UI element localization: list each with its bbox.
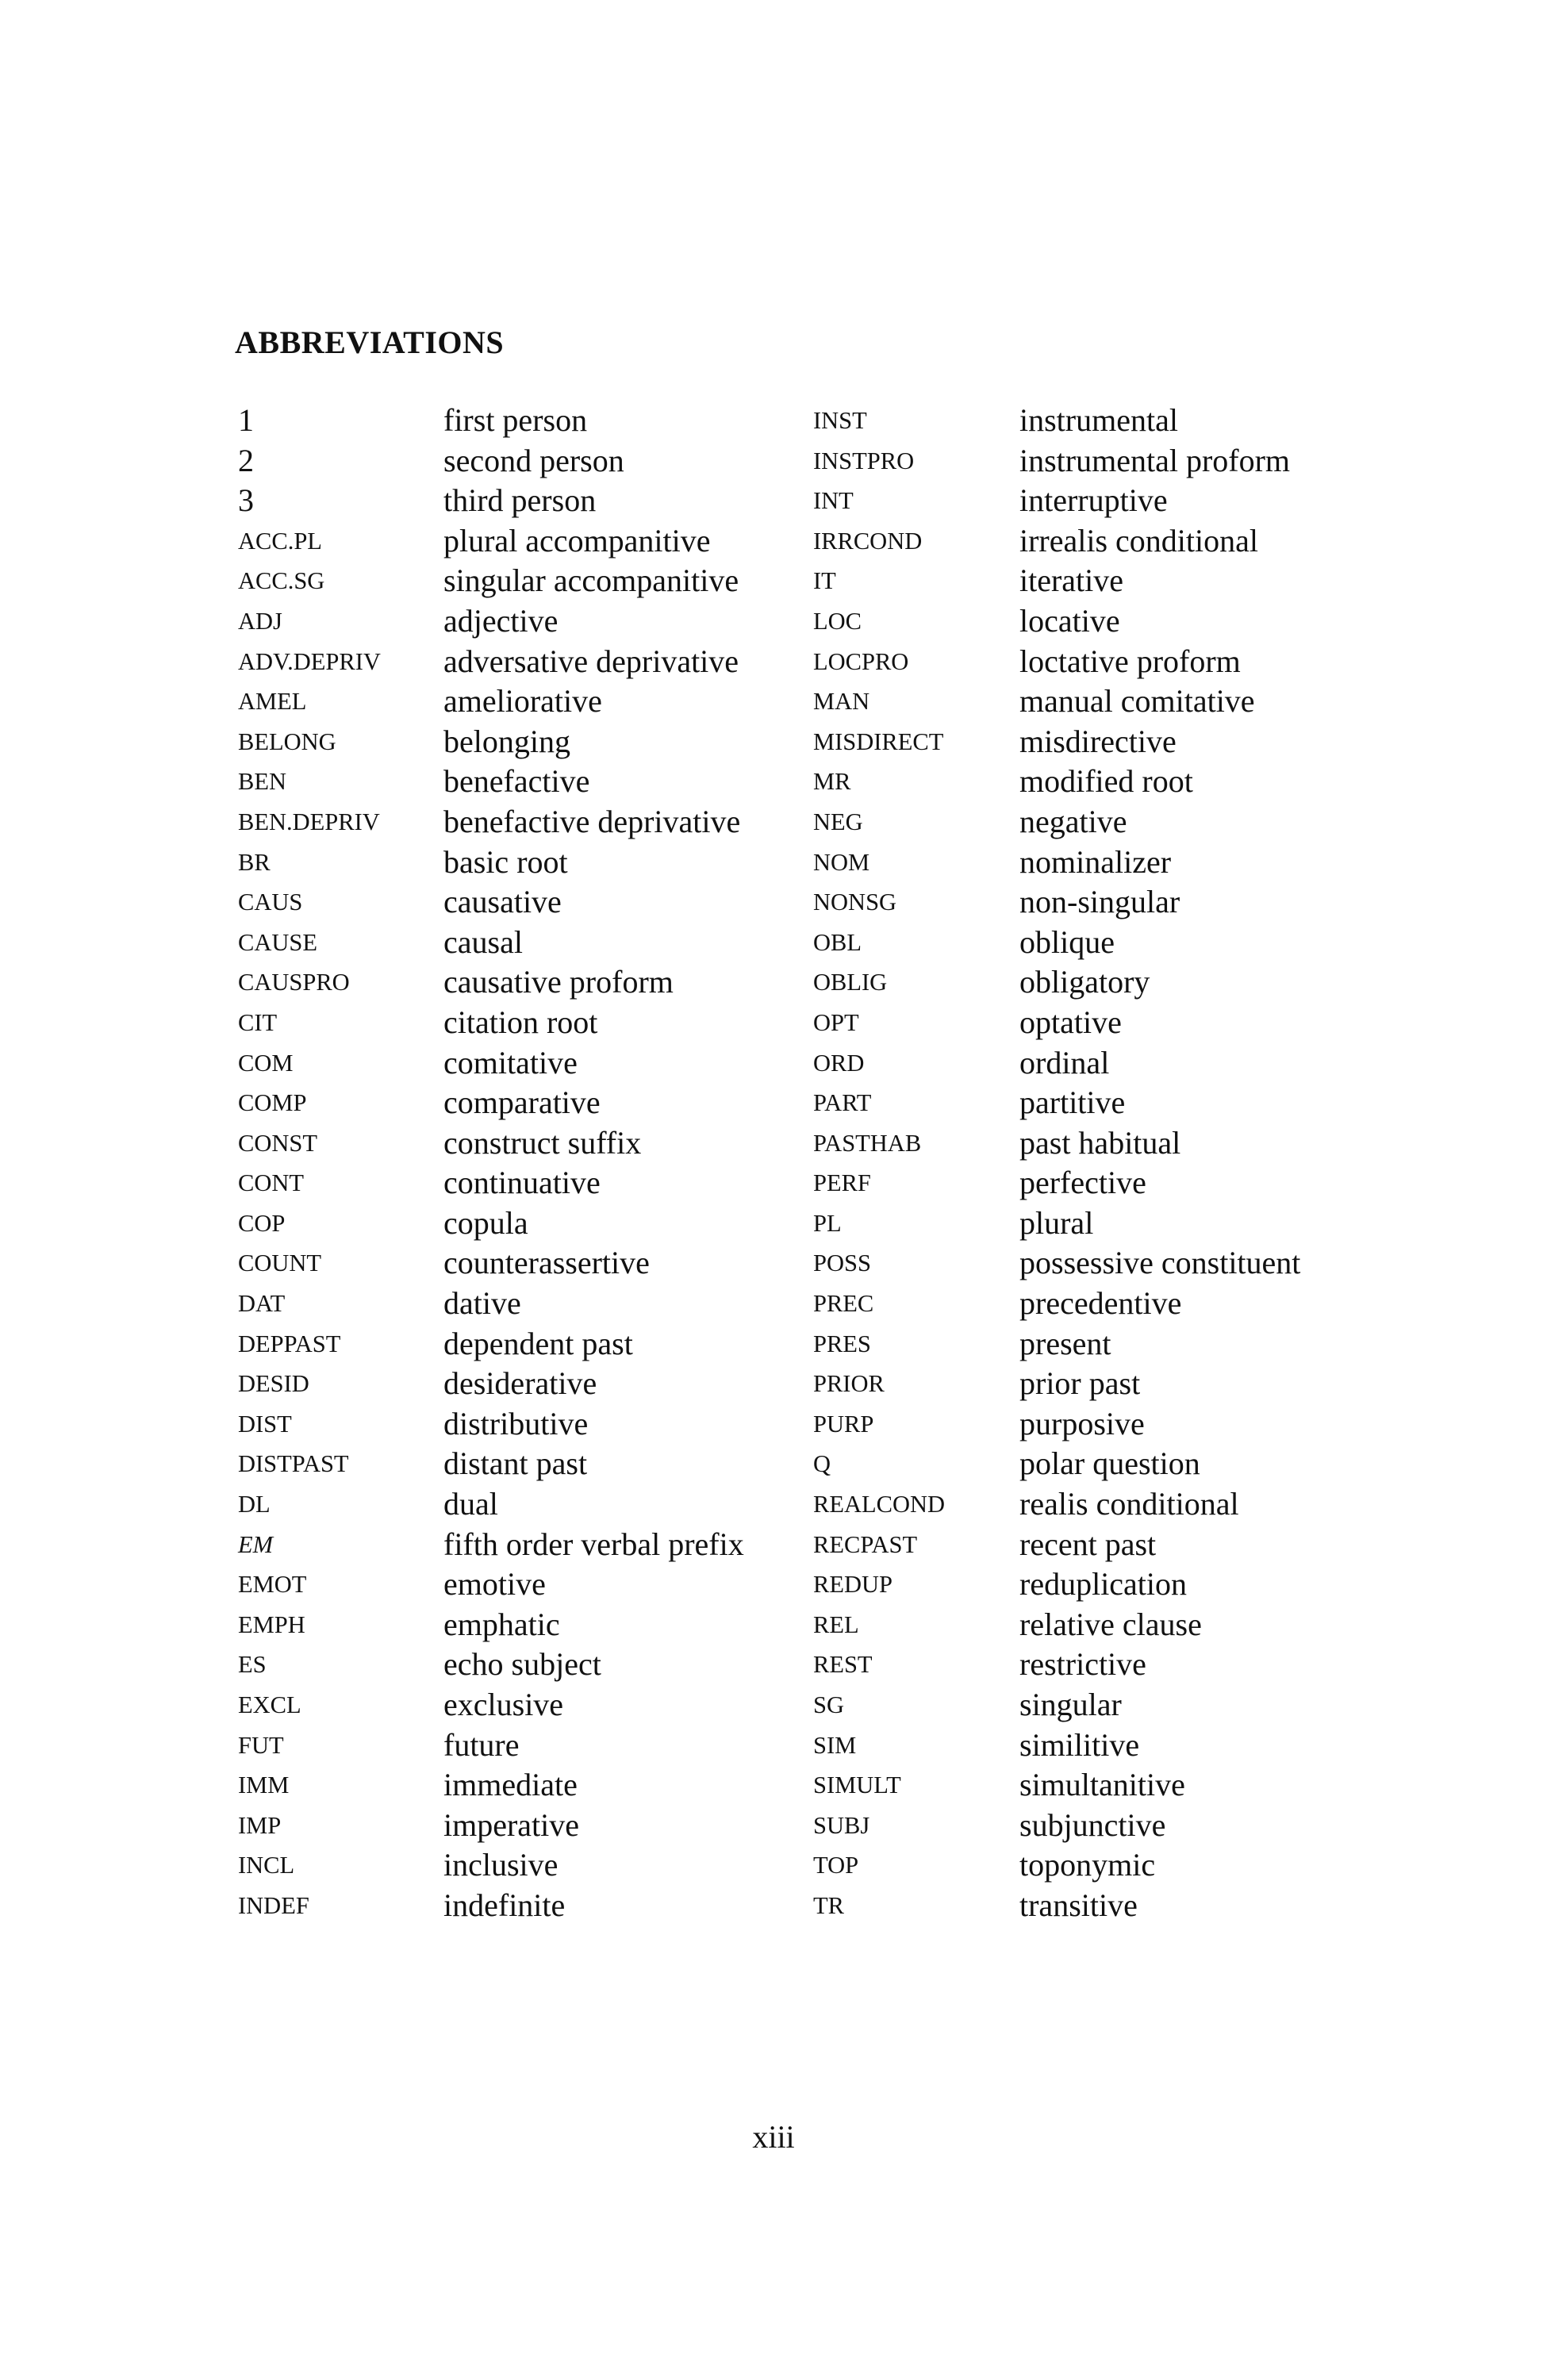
- abbreviation-code: MR: [813, 768, 851, 796]
- abbreviation-code: EXCL: [238, 1691, 301, 1718]
- abbreviation-code: SIMULT: [813, 1772, 901, 1799]
- abbreviation-code: CAUSPRO: [238, 969, 350, 996]
- abbreviation-code: BEN: [238, 768, 286, 796]
- abbreviation-gloss: adjective: [443, 602, 559, 639]
- left-abbreviation-column: [238, 401, 381, 1926]
- right-gloss-column: [1019, 401, 1300, 1926]
- abbreviation-gloss: comparative: [443, 1084, 601, 1121]
- abbreviation-code: DAT: [238, 1290, 286, 1318]
- abbreviation-gloss: misdirective: [1019, 723, 1177, 759]
- abbreviation-gloss: comitative: [443, 1044, 578, 1081]
- abbreviation-gloss: relative clause: [1019, 1606, 1202, 1642]
- abbreviation-gloss: ordinal: [1019, 1044, 1110, 1081]
- abbreviation-gloss: dual: [443, 1486, 498, 1522]
- abbreviation-gloss: plural accompanitive: [443, 522, 711, 559]
- abbreviation-code: IMP: [238, 1811, 282, 1839]
- abbreviation-gloss: emphatic: [443, 1606, 560, 1642]
- abbreviation-gloss: realis conditional: [1019, 1486, 1239, 1522]
- page-number: xiii: [752, 2119, 795, 2155]
- abbreviation-gloss: causal: [443, 923, 523, 960]
- abbreviation-gloss: locative: [1019, 602, 1120, 639]
- abbreviation-gloss: distributive: [443, 1405, 589, 1441]
- abbreviation-gloss: imperative: [443, 1806, 580, 1843]
- abbreviation-code: AMEL: [238, 688, 307, 716]
- abbreviation-code: POSS: [813, 1250, 871, 1277]
- abbreviation-code: EM: [238, 1530, 274, 1558]
- left-gloss-column: [443, 401, 744, 1926]
- abbreviation-code: ADJ: [238, 607, 282, 635]
- abbreviation-code: IMM: [238, 1772, 290, 1799]
- abbreviation-code: CAUSE: [238, 928, 317, 956]
- abbreviation-gloss: benefactive deprivative: [443, 803, 741, 839]
- abbreviation-code: PART: [813, 1089, 872, 1117]
- abbreviation-gloss: fifth order verbal prefix: [443, 1526, 744, 1562]
- abbreviation-code: REL: [813, 1610, 859, 1638]
- abbreviation-gloss: manual comitative: [1019, 683, 1255, 720]
- abbreviation-code: ACC.PL: [238, 527, 322, 555]
- abbreviation-gloss: subjunctive: [1019, 1806, 1166, 1843]
- abbreviation-gloss: precedentive: [1019, 1285, 1182, 1322]
- abbreviation-code: RECPAST: [813, 1530, 918, 1558]
- abbreviation-code: LOCPRO: [813, 647, 909, 675]
- abbreviation-gloss: toponymic: [1019, 1847, 1156, 1883]
- abbreviation-code: INSTPRO: [813, 447, 915, 474]
- abbreviation-gloss: emotive: [443, 1566, 546, 1603]
- abbreviation-code: REST: [813, 1651, 873, 1679]
- abbreviation-code: EMOT: [238, 1571, 307, 1599]
- abbreviation-code: REALCOND: [813, 1491, 946, 1518]
- abbreviation-gloss: oblique: [1019, 923, 1115, 960]
- abbreviation-gloss: first person: [443, 402, 588, 438]
- abbreviation-gloss: second person: [443, 442, 624, 478]
- abbreviation-gloss: transitive: [1019, 1887, 1138, 1923]
- abbreviation-code: ADV.DEPRIV: [238, 647, 381, 675]
- abbreviation-gloss: perfective: [1019, 1165, 1146, 1201]
- abbreviation-code: COMP: [238, 1089, 307, 1117]
- abbreviation-code: PL: [813, 1209, 842, 1237]
- abbreviation-code: CONT: [238, 1169, 305, 1197]
- abbreviation-gloss: prior past: [1019, 1365, 1141, 1402]
- abbreviation-code: SIM: [813, 1731, 857, 1759]
- abbreviation-code: CONST: [238, 1129, 317, 1157]
- abbreviation-code: PERF: [813, 1169, 871, 1197]
- abbreviation-gloss: polar question: [1019, 1445, 1200, 1482]
- abbreviation-code: CAUS: [238, 889, 303, 916]
- page-title: ABBREVIATIONS: [235, 324, 505, 360]
- abbreviation-gloss: causative proform: [443, 964, 674, 1000]
- abbreviation-gloss: plural: [1019, 1204, 1094, 1241]
- abbreviation-gloss: purposive: [1019, 1405, 1145, 1441]
- abbreviation-code: EMPH: [238, 1610, 305, 1638]
- abbreviation-gloss: benefactive: [443, 763, 590, 800]
- abbreviation-code: 1: [238, 402, 254, 438]
- abbreviation-gloss: immediate: [443, 1767, 578, 1803]
- abbreviation-code: OPT: [813, 1008, 859, 1036]
- abbreviation-gloss: distant past: [443, 1445, 588, 1482]
- abbreviation-gloss: past habitual: [1019, 1124, 1181, 1161]
- abbreviation-code: CIT: [238, 1008, 278, 1036]
- abbreviation-code: TR: [813, 1891, 844, 1919]
- abbreviation-gloss: partitive: [1019, 1084, 1126, 1121]
- abbreviation-gloss: copula: [443, 1204, 528, 1241]
- abbreviation-gloss: third person: [443, 482, 597, 519]
- abbreviation-code: FUT: [238, 1731, 284, 1759]
- abbreviation-gloss: exclusive: [443, 1687, 564, 1722]
- abbreviation-code: Q: [813, 1450, 831, 1478]
- abbreviation-gloss: non-singular: [1019, 884, 1180, 920]
- abbreviation-code: TOP: [813, 1852, 859, 1879]
- abbreviation-gloss: restrictive: [1019, 1646, 1146, 1683]
- abbreviation-gloss: citation root: [443, 1004, 598, 1040]
- abbreviation-gloss: iterative: [1019, 562, 1124, 599]
- abbreviation-code: NONSG: [813, 889, 897, 916]
- abbreviation-code: BELONG: [238, 727, 336, 755]
- abbreviation-gloss: nominalizer: [1019, 843, 1172, 880]
- abbreviation-code: LOC: [813, 607, 862, 635]
- abbreviation-code: PREC: [813, 1290, 874, 1318]
- abbreviation-code: PRIOR: [813, 1370, 885, 1398]
- abbreviation-code: INDEF: [238, 1891, 309, 1919]
- abbreviation-code: NOM: [813, 848, 870, 876]
- abbreviation-code: DIST: [238, 1410, 292, 1438]
- abbreviation-code: ES: [238, 1651, 267, 1679]
- abbreviation-code: MISDIRECT: [813, 727, 944, 755]
- abbreviation-gloss: similitive: [1019, 1726, 1140, 1763]
- abbreviation-gloss: basic root: [443, 843, 568, 880]
- abbreviation-code: IT: [813, 567, 836, 595]
- abbreviation-gloss: counterassertive: [443, 1245, 650, 1281]
- abbreviation-gloss: future: [443, 1726, 520, 1763]
- right-abbreviation-column: [813, 401, 945, 1926]
- abbreviation-code: COUNT: [238, 1250, 322, 1277]
- abbreviation-code: IRRCOND: [813, 527, 923, 555]
- abbreviation-code: REDUP: [813, 1571, 892, 1599]
- abbreviation-gloss: belonging: [443, 723, 570, 759]
- abbreviation-gloss: inclusive: [443, 1847, 559, 1883]
- abbreviation-gloss: obligatory: [1019, 964, 1150, 1000]
- abbreviation-code: ORD: [813, 1049, 865, 1077]
- abbreviation-code: 2: [238, 442, 254, 478]
- abbreviation-gloss: instrumental: [1019, 402, 1178, 438]
- abbreviation-gloss: interruptive: [1019, 482, 1168, 519]
- abbreviation-code: BR: [238, 848, 271, 876]
- abbreviation-code: DISTPAST: [238, 1450, 349, 1478]
- abbreviation-gloss: present: [1019, 1325, 1111, 1361]
- abbreviation-gloss: continuative: [443, 1165, 601, 1201]
- abbreviation-gloss: causative: [443, 884, 562, 920]
- abbreviation-gloss: adversative deprivative: [443, 643, 739, 679]
- abbreviation-gloss: optative: [1019, 1004, 1122, 1040]
- abbreviation-code: DEPPAST: [238, 1330, 341, 1357]
- abbreviation-gloss: recent past: [1019, 1526, 1157, 1562]
- abbreviation-gloss: reduplication: [1019, 1566, 1188, 1603]
- abbreviation-gloss: dative: [443, 1285, 521, 1322]
- abbreviation-code: PASTHAB: [813, 1129, 922, 1157]
- abbreviation-gloss: negative: [1019, 803, 1127, 839]
- abbreviation-code: SG: [813, 1691, 844, 1718]
- abbreviation-gloss: desiderative: [443, 1365, 597, 1402]
- abbreviation-code: MAN: [813, 688, 870, 716]
- abbreviation-gloss: singular: [1019, 1687, 1122, 1722]
- abbreviation-gloss: loctative proform: [1019, 643, 1241, 679]
- abbreviation-gloss: possessive constituent: [1019, 1245, 1301, 1281]
- abbreviation-gloss: simultanitive: [1019, 1767, 1185, 1803]
- abbreviation-gloss: dependent past: [443, 1325, 633, 1361]
- abbreviation-gloss: construct suffix: [443, 1124, 642, 1161]
- abbreviation-code: PURP: [813, 1410, 874, 1438]
- abbreviation-code: OBL: [813, 928, 862, 956]
- abbreviation-code: INST: [813, 407, 867, 434]
- abbreviation-code: COP: [238, 1209, 286, 1237]
- abbreviation-code: PRES: [813, 1330, 871, 1357]
- abbreviation-gloss: instrumental proform: [1019, 442, 1291, 478]
- abbreviation-code: COM: [238, 1049, 294, 1077]
- abbreviation-gloss: modified root: [1019, 763, 1193, 800]
- abbreviation-code: INT: [813, 487, 854, 515]
- abbreviation-gloss: singular accompanitive: [443, 562, 739, 599]
- abbreviation-code: BEN.DEPRIV: [238, 808, 380, 835]
- abbreviation-code: DESID: [238, 1370, 309, 1398]
- abbreviation-gloss: indefinite: [443, 1887, 566, 1923]
- abbreviation-gloss: echo subject: [443, 1646, 601, 1683]
- abbreviation-code: 3: [238, 482, 254, 519]
- abbreviation-code: NEG: [813, 808, 863, 835]
- abbreviation-code: ACC.SG: [238, 567, 325, 595]
- abbreviation-code: SUBJ: [813, 1811, 870, 1839]
- abbreviation-code: INCL: [238, 1852, 295, 1879]
- abbreviation-gloss: irrealis conditional: [1019, 522, 1259, 559]
- abbreviation-code: OBLIG: [813, 969, 888, 996]
- abbreviation-gloss: ameliorative: [443, 683, 602, 720]
- abbreviation-code: DL: [238, 1491, 271, 1518]
